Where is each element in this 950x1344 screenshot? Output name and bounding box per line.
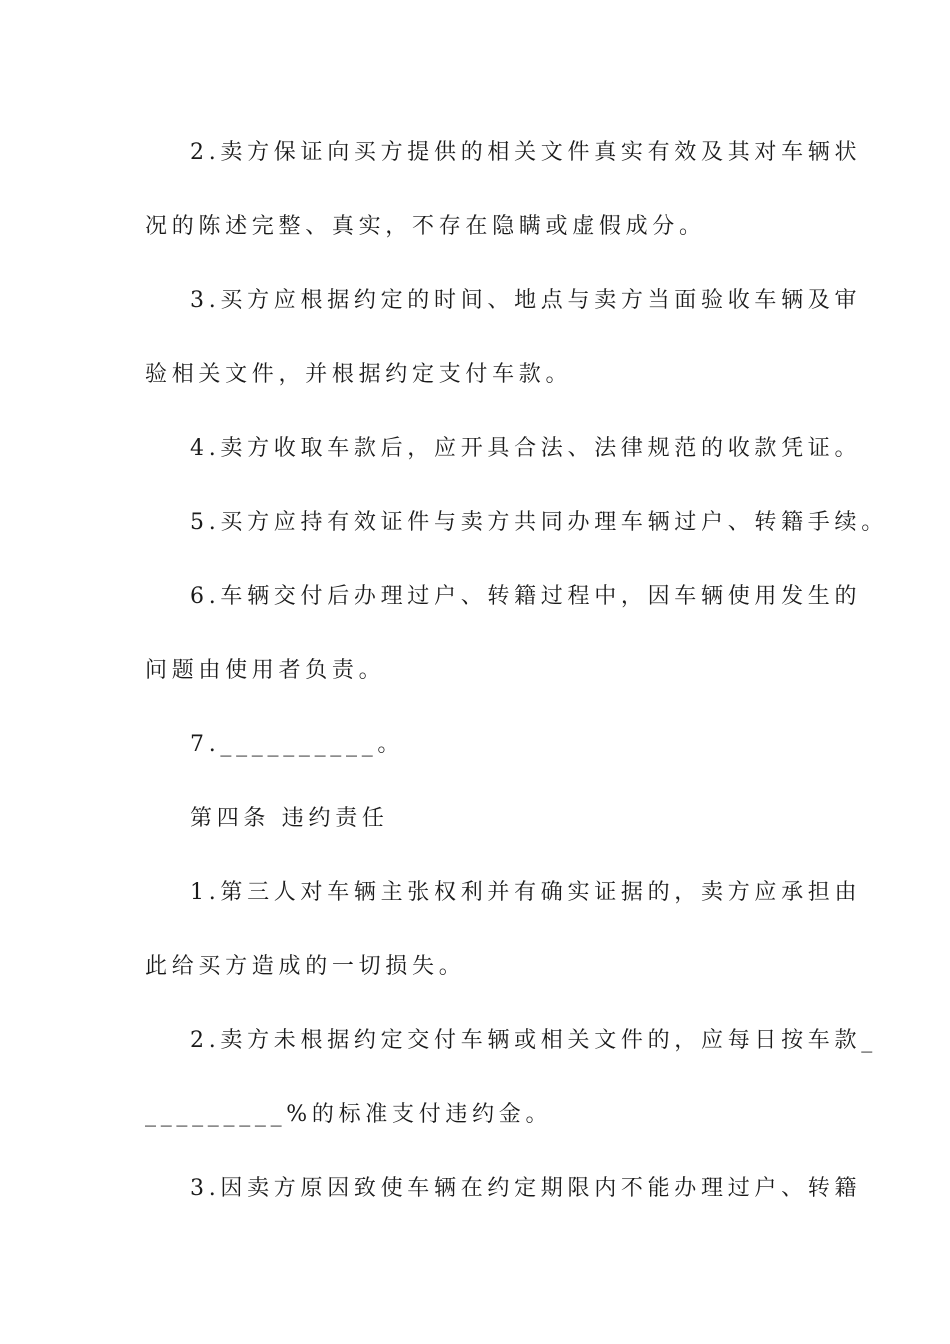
clause-6-line-1: 6.车辆交付后办理过户、转籍过程中，因车辆使用发生的 (190, 584, 862, 609)
clause-4-line: 4.卖方收取车款后，应开具合法、法律规范的收款凭证。 (190, 436, 862, 461)
liability-3-line-1: 3.因卖方原因致使车辆在约定期限内不能办理过户、转籍 (190, 1176, 862, 1201)
clause-6-line-2: 问题由使用者负责。 (145, 658, 386, 683)
liability-2-line-1: 2.卖方未根据约定交付车辆或相关文件的，应每日按车款_ (190, 1028, 877, 1053)
clause-3-line-1: 3.买方应根据约定的时间、地点与卖方当面验收车辆及审 (190, 288, 862, 313)
liability-1-line-2: 此给买方造成的一切损失。 (145, 954, 466, 979)
clause-5-line: 5.买方应持有效证件与卖方共同办理车辆过户、转籍手续。 (190, 510, 888, 535)
liability-1-line-1: 1.第三人对车辆主张权利并有确实证据的，卖方应承担由 (190, 880, 862, 905)
clause-7-line: 7.__________。 (190, 732, 405, 757)
article-4-heading: 第四条 违约责任 (190, 806, 389, 831)
clause-3-line-2: 验相关文件，并根据约定支付车款。 (145, 362, 573, 387)
clause-2-line-1: 2.卖方保证向买方提供的相关文件真实有效及其对车辆状 (190, 140, 862, 165)
liability-2-line-2: _________%的标准支付违约金。 (145, 1102, 553, 1127)
clause-2-line-2: 况的陈述完整、真实，不存在隐瞒或虚假成分。 (145, 214, 706, 239)
